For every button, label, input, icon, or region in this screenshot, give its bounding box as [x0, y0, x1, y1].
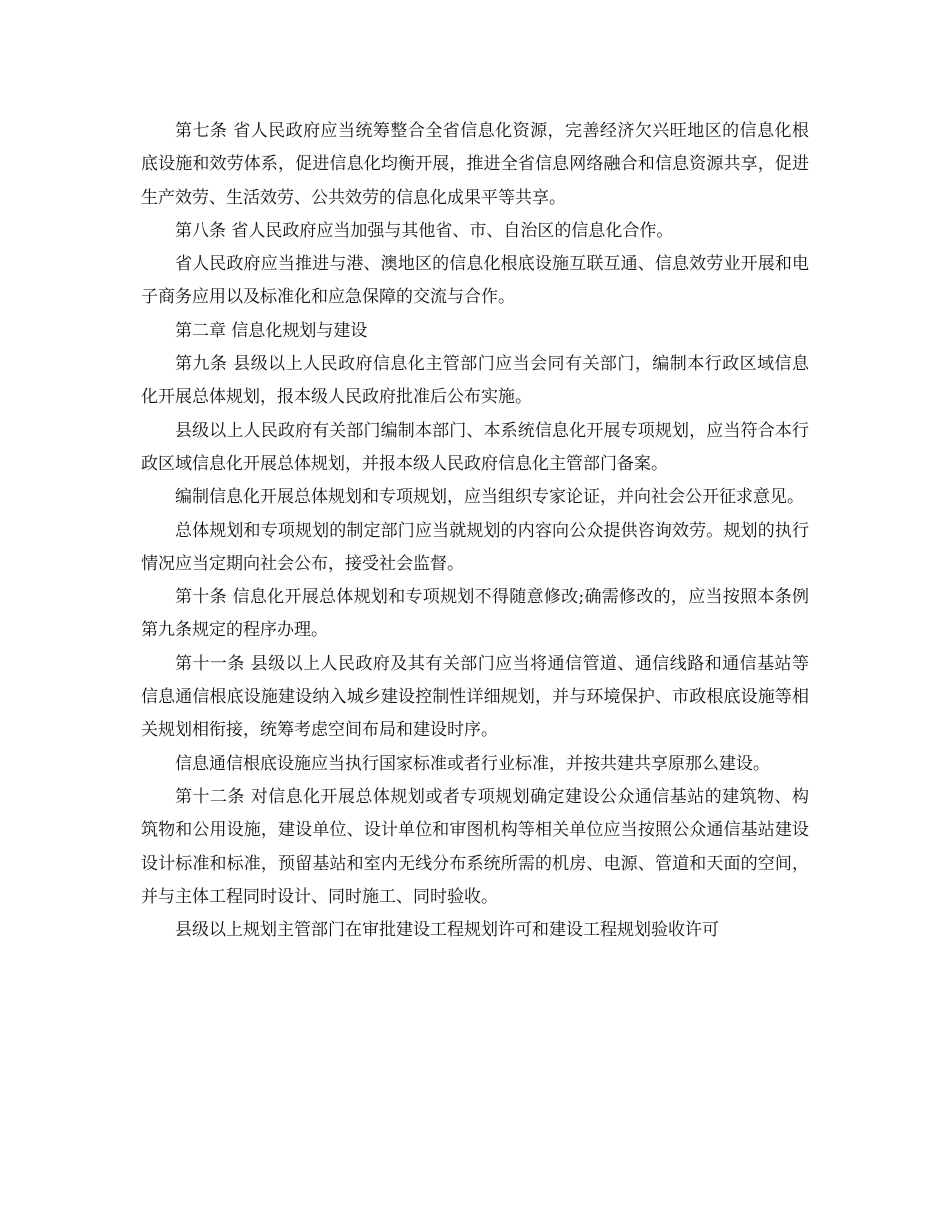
- paragraph-article-11-standards: 信息通信根底设施应当执行国家标准或者行业标准，并按共建共享原那么建设。: [175, 753, 770, 774]
- paragraph-article-12-approval: 县级以上规划主管部门在审批建设工程规划许可和建设工程规划验收许可: [175, 920, 719, 941]
- paragraph-article-9-public-consult: 总体规划和专项规划的制定部门应当就规划的内容向公众提供咨询效劳。规划的执行情况应当定期向社会公布，接受社会监督。: [141, 520, 809, 574]
- paragraph-article-10: 第十条 信息化开展总体规划和专项规划不得随意修改;确需修改的，应当按照本条例第九条规定的程序办理。: [141, 587, 809, 641]
- paragraph-article-8: 第八条 省人民政府应当加强与其他省、市、自治区的信息化合作。: [175, 220, 674, 241]
- paragraph-article-9-expert-review: 编制信息化开展总体规划和专项规划，应当组织专家论证，并向社会公开征求意见。: [175, 487, 804, 508]
- paragraph-article-8-hk-macao: 省人民政府应当推进与港、澳地区的信息化根底设施互联互通、信息效劳业开展和电子商务应用以及标准化和应急保障的交流与合作。: [141, 254, 809, 308]
- paragraph-article-11: 第十一条 县级以上人民政府及其有关部门应当将通信管道、通信线路和通信基站等信息通信根底设施建设纳入城乡建设控制性详细规划，并与环境保护、市政根底设施等相关规划相衔接，统筹考虑空间布局和建设时序。: [141, 653, 809, 741]
- paragraph-article-7: 第七条 省人民政府应当统筹整合全省信息化资源，完善经济欠兴旺地区的信息化根底设施和效劳体系，促进信息化均衡开展，推进全省信息网络融合和信息资源共享，促进生产效劳、生活效劳、公共效劳的信息化成果平等共享。: [141, 121, 809, 208]
- paragraph-article-9-special-plan: 县级以上人民政府有关部门编制本部门、本系统信息化开展专项规划，应当符合本行政区域信息化开展总体规划，并报本级人民政府信息化主管部门备案。: [141, 420, 809, 474]
- document-body: [141, 115, 809, 947]
- paragraph-article-9: 第九条 县级以上人民政府信息化主管部门应当会同有关部门，编制本行政区域信息化开展总体规划，报本级人民政府批准后公布实施。: [141, 354, 809, 408]
- paragraph-article-12: 第十二条 对信息化开展总体规划或者专项规划确定建设公众通信基站的建筑物、构筑物和公用设施，建设单位、设计单位和审图机构等相关单位应当按照公众通信基站建设设计标准和标准，预留基站和室内无线分布系统所需的机房、电源、管道和天面的空间，并与主体工程同时设计、同时施工、同时验收。: [141, 786, 809, 907]
- chapter-heading-2: 第二章 信息化规划与建设: [175, 320, 368, 341]
